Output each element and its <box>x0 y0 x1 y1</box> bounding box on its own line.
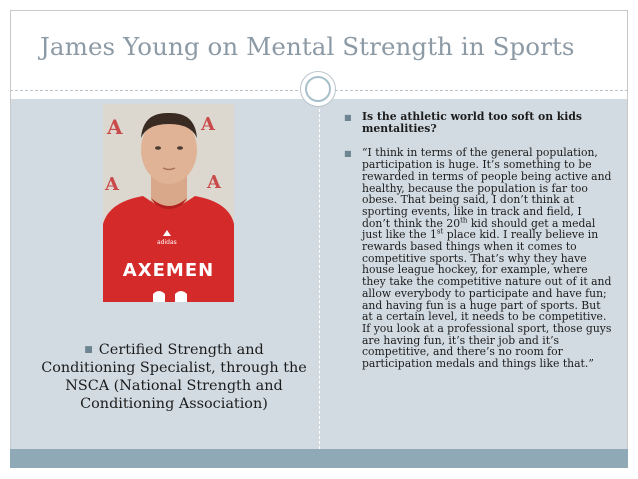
slide-title: James Young on Mental Strength in Sports <box>40 32 575 61</box>
backdrop-logo: A <box>207 172 221 193</box>
credentials-label: Certified Strength and Conditioning Specialist, through the NSCA (National Strength and Conditioning Association) <box>41 342 307 412</box>
quote-text: “I think in terms of the general population, participation is huge. It’s something to be rewarded in terms of people being active and healthy, because the population is far too obese. That being said, I don’t think at sporting events, like in track and field, I don’t think the 20th kid should get a medal just like the 1st place kid. I really believe in rewards based things when it comes to competitive sports. That’s why they have house league hockey, for example, where they take the competitive nature out of it and allow everybody to participate and have fun; and having fun is a huge part of sports. But at a certain level, it needs to be competitive. If you look at a professional sport, those guys are having fun, it’s their job and it’s competitive, and there’s no room for participation medals and things like that.” <box>362 146 612 371</box>
square-bullet-icon: ■ <box>344 149 352 159</box>
backdrop-logo: A <box>201 114 215 135</box>
athlete-portrait <box>103 104 234 302</box>
svg-text:adidas: adidas <box>157 239 177 246</box>
jersey-text: AXEMEN <box>122 260 215 281</box>
credentials-text <box>40 341 308 413</box>
square-bullet-icon: ■ <box>84 345 93 355</box>
column-divider <box>319 99 320 449</box>
ring-ornament-inner <box>305 76 331 102</box>
backdrop-logo: A <box>107 115 123 139</box>
backdrop-logo: A <box>105 174 119 195</box>
question-text: Is the athletic world too soft on kids mentalities? <box>362 110 583 135</box>
interview-list <box>344 111 612 370</box>
question-item <box>344 111 612 134</box>
footer-bar <box>10 449 628 468</box>
square-bullet-icon: ■ <box>344 112 352 122</box>
athlete-photo <box>103 104 234 302</box>
quote-item <box>344 147 612 369</box>
